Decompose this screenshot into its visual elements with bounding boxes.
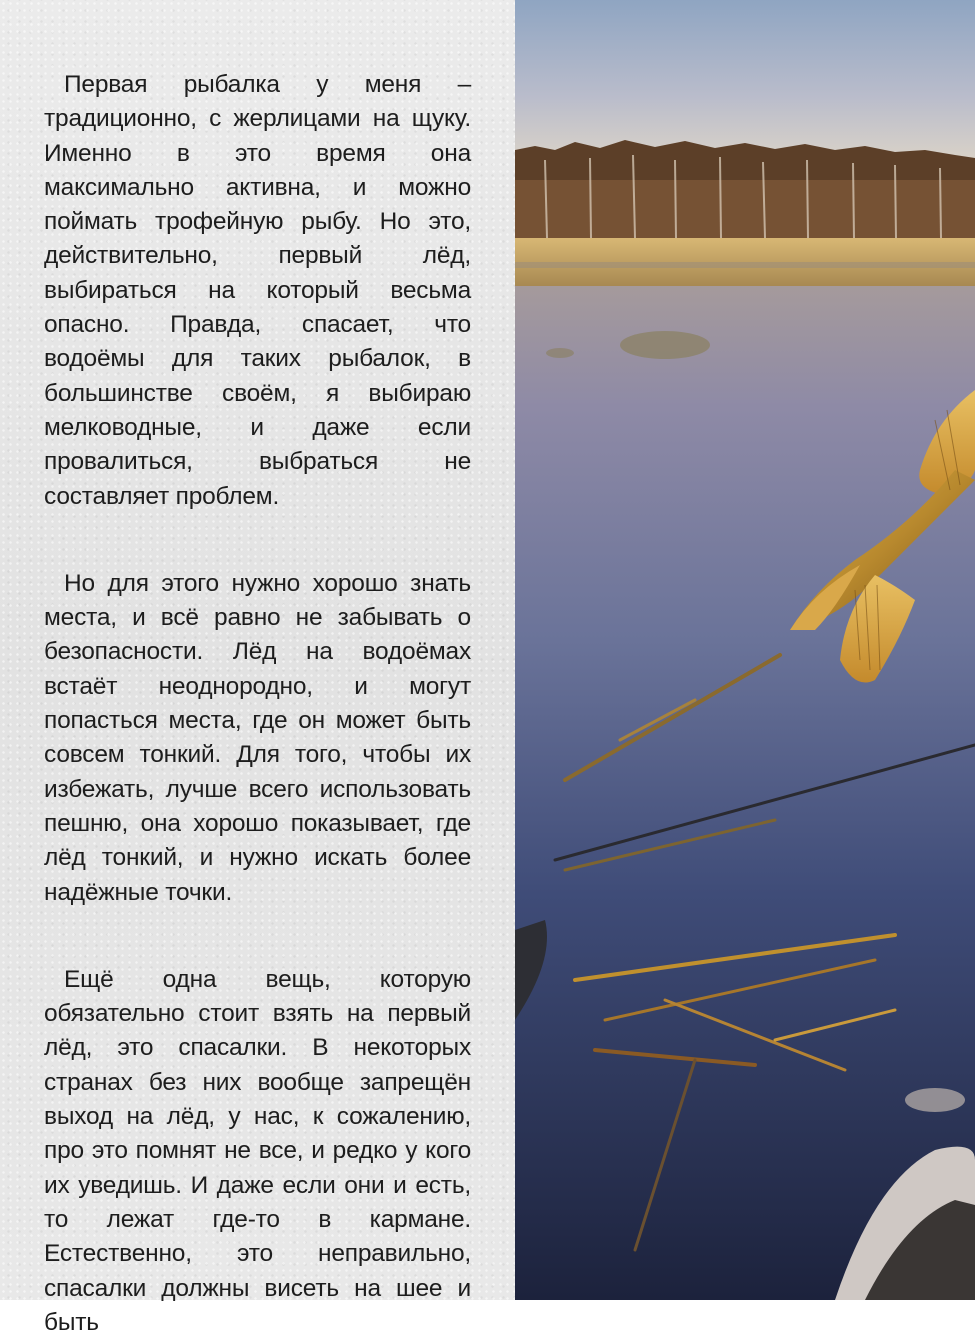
article-paragraph-1: Первая рыбалка у меня – традиционно, с жерлицами на щуку. Именно в это время она максимально активна, и можно поймать трофейную рыбу. Но это, действительно, первый лёд, выбираться на который весьма опасно. Правда, спасает, что водоёмы для таких рыбалок, в большинстве своём, я выбираю мелководные, и даже если провалиться, выбраться не составляет проблем. [44, 71, 471, 510]
article-paragraph-3: Ещё одна вещь, которую обязательно стоит взять на первый лёд, это спасалки. В некоторых странах без них вообще запрещён выход на лёд, у нас, к сожалению, про это помнят не все, и редко у кого их уведишь. И даже если они и есть, то лежат где-то в кармане. Естественно, это неправильно, спасалки должны висеть на шее и быть [44, 965, 471, 1336]
ice-fishing-photo [515, 0, 975, 1300]
article-paragraph-2: Но для этого нужно хорошо знать места, и всё равно не забывать о безопасности. Лёд на водоёмах встаёт неоднородно, и могут попасться места, где он может быть совсем тонкий. Для того, чтобы их избежать, лучше всего использовать пешню, она хорошо показывает, где лёд тонкий, и нужно искать более надёжные точки. [44, 569, 471, 906]
photo-illustration [515, 0, 975, 1300]
